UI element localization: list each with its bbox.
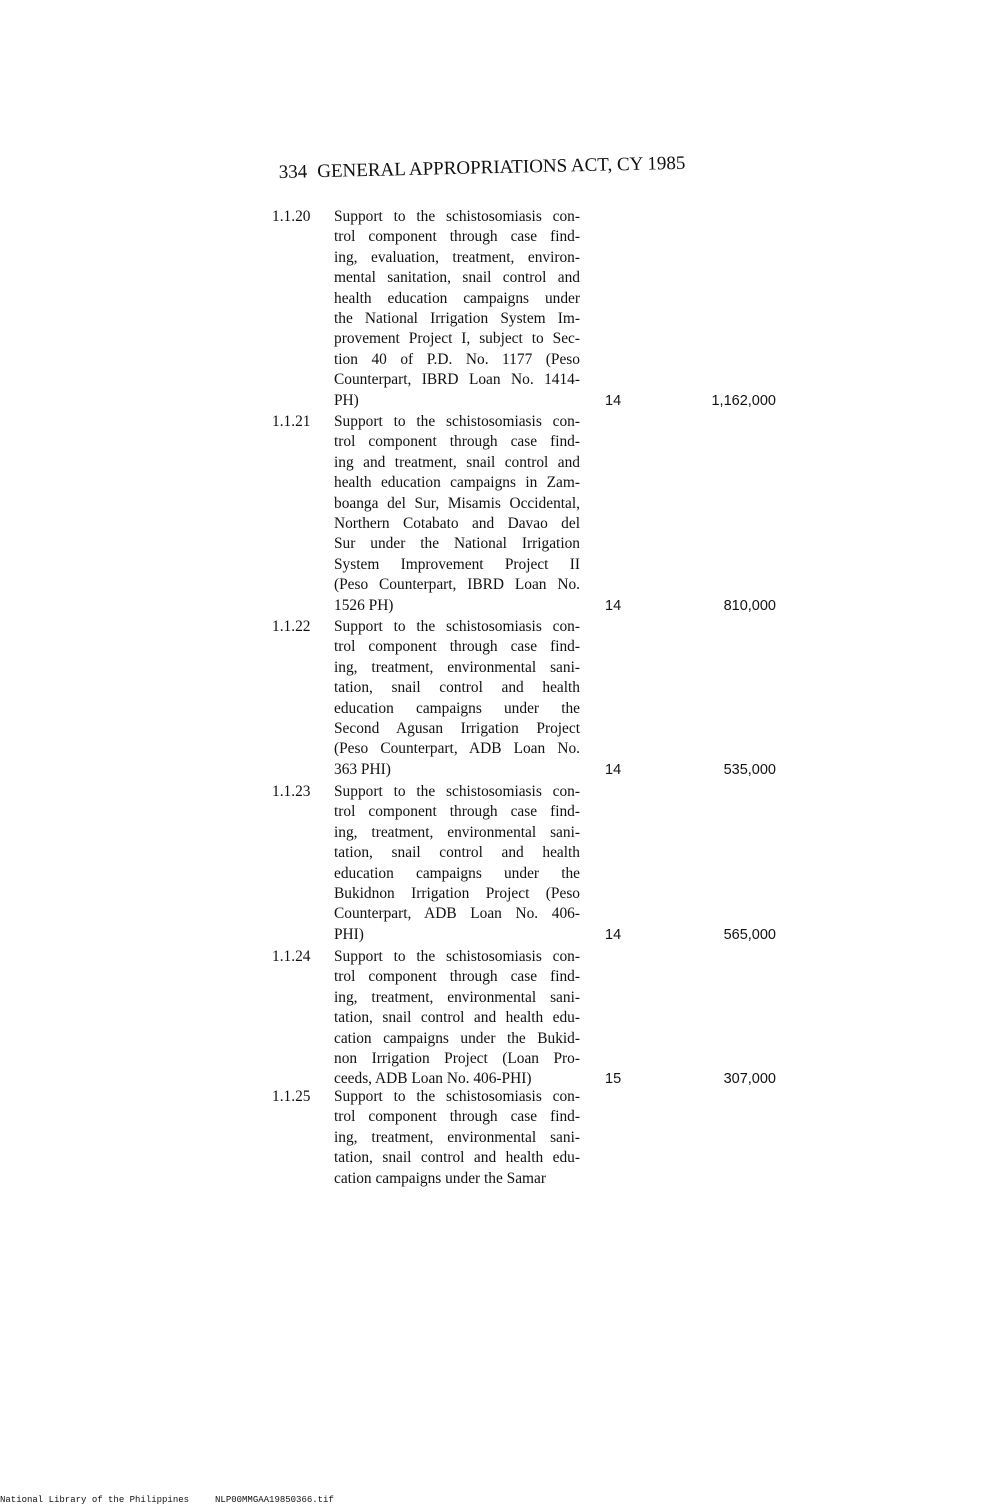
description-line: Support to the schistosomiasis con- — [334, 783, 580, 800]
fund-code: 14 — [605, 597, 622, 614]
description-line: System Improvement Project II — [334, 555, 580, 573]
description-line: tation, snail control and health edu- — [334, 1149, 580, 1167]
description-line: trol component through case find- — [334, 803, 580, 821]
description-line: Support to the schistosomiasis con- — [334, 208, 580, 225]
description-line: Counterpart, ADB Loan No. 406- — [334, 905, 580, 923]
description-line: mental sanitation, snail control and — [334, 269, 580, 287]
description-line: ing, treatment, environmental sani- — [334, 1128, 580, 1146]
page-number: 334 — [278, 161, 308, 184]
description-line: Sur under the National Irrigation — [334, 535, 580, 553]
item-description — [334, 617, 580, 780]
description-line: (Peso Counterpart, IBRD Loan No. — [334, 576, 580, 594]
item-description — [334, 207, 580, 411]
description-line: Second Agusan Irrigation Project — [334, 720, 580, 738]
item-description — [334, 782, 580, 945]
description-line: cation campaigns under the Bukid- — [334, 1029, 580, 1047]
item-description — [334, 1087, 580, 1189]
amount: 810,000 — [723, 597, 776, 614]
description-line: Support to the schistosomiasis con- — [334, 1088, 580, 1105]
item-description — [334, 947, 580, 1090]
description-line: PH) — [334, 391, 359, 409]
description-line: ing, treatment, environmental sani- — [334, 658, 580, 676]
amount: 565,000 — [723, 926, 776, 943]
description-line: health education campaigns under — [334, 289, 580, 307]
item-number: 1.1.25 — [272, 1088, 311, 1105]
description-line: provement Project I, subject to Sec- — [334, 330, 580, 348]
description-line: ing, treatment, environmental sani- — [334, 988, 580, 1006]
description-line: trol component through case find- — [334, 433, 580, 451]
description-line: PHI) — [334, 925, 364, 943]
description-line: trol component through case find- — [334, 968, 580, 986]
description-line: Bukidnon Irrigation Project (Peso — [334, 885, 580, 903]
description-line: education campaigns under the — [334, 864, 580, 882]
description-line: 1526 PH) — [334, 596, 394, 614]
fund-code: 14 — [605, 926, 622, 943]
description-line: the National Irrigation System Im- — [334, 310, 580, 328]
description-line: tation, snail control and health edu- — [334, 1009, 580, 1027]
description-line: Northern Cotabato and Davao del — [334, 515, 580, 533]
item-number: 1.1.21 — [272, 413, 311, 430]
library-name: National Library of the Philippines — [0, 1495, 190, 1505]
description-line: trol component through case find- — [334, 1108, 580, 1126]
description-line: ing, evaluation, treatment, environ- — [334, 248, 580, 266]
scan-footer — [0, 1495, 334, 1505]
fund-code: 14 — [605, 761, 622, 778]
item-number: 1.1.22 — [272, 618, 311, 635]
fund-code: 15 — [605, 1071, 622, 1088]
description-line: Support to the schistosomiasis con- — [334, 948, 580, 965]
description-line: trol component through case find- — [334, 638, 580, 656]
description-line: education campaigns under the — [334, 699, 580, 717]
description-line: ing, treatment, environmental sani- — [334, 823, 580, 841]
description-line: cation campaigns under the Samar — [334, 1169, 546, 1187]
page-title: GENERAL APPROPRIATIONS ACT, CY 1985 — [316, 152, 686, 183]
item-number: 1.1.24 — [272, 948, 311, 965]
description-line: boanga del Sur, Misamis Occidental, — [334, 494, 580, 512]
amount: 535,000 — [723, 761, 776, 778]
description-line: (Peso Counterpart, ADB Loan No. — [334, 740, 580, 758]
description-line: health education campaigns in Zam- — [334, 474, 580, 492]
description-line: 363 PHI) — [334, 760, 391, 778]
item-number: 1.1.20 — [272, 208, 311, 225]
description-line: ceeds, ADB Loan No. 406-PHI) — [334, 1070, 532, 1088]
description-line: non Irrigation Project (Loan Pro- — [334, 1050, 580, 1068]
amount: 307,000 — [723, 1071, 776, 1088]
scan-filename: NLP00MMGAA19850366.tif — [215, 1495, 334, 1505]
page-header — [278, 152, 686, 184]
description-line: tation, snail control and health — [334, 844, 580, 862]
description-line: trol component through case find- — [334, 228, 580, 246]
description-line: Counterpart, IBRD Loan No. 1414- — [334, 371, 580, 389]
description-line: ing and treatment, snail control and — [334, 453, 580, 471]
item-description — [334, 412, 580, 616]
fund-code: 14 — [605, 392, 622, 409]
description-line: tation, snail control and health — [334, 679, 580, 697]
amount: 1,162,000 — [711, 392, 776, 409]
item-number: 1.1.23 — [272, 783, 311, 800]
description-line: Support to the schistosomiasis con- — [334, 413, 580, 430]
description-line: Support to the schistosomiasis con- — [334, 618, 580, 635]
description-line: tion 40 of P.D. No. 1177 (Peso — [334, 350, 580, 368]
